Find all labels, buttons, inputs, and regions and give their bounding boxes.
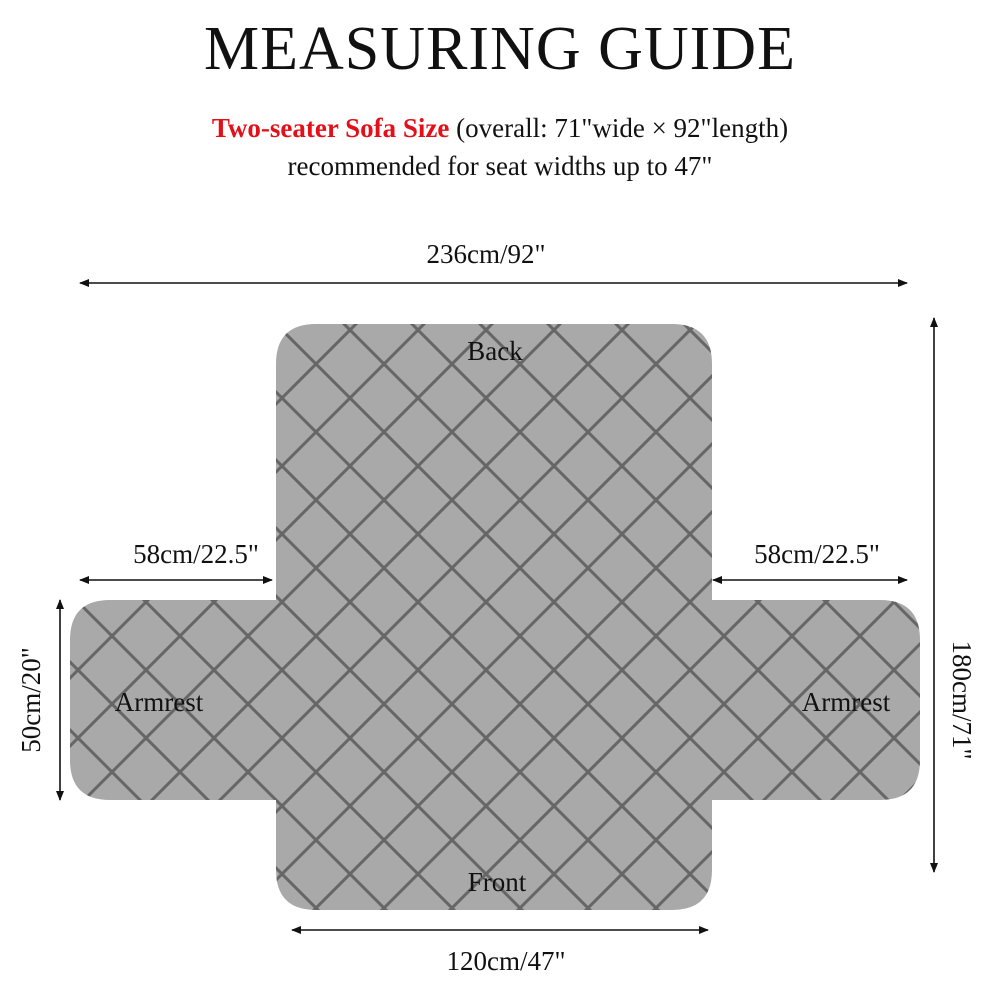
width-label: 180cm/71" (947, 640, 977, 760)
armrest-right-label: Armrest (801, 687, 891, 717)
armrest-left-length-label: 58cm/22.5" (133, 539, 259, 569)
recommendation-text: recommended for seat widths up to 47" (287, 151, 713, 181)
quilt-line (0, 0, 136, 1000)
quilt-line (0, 0, 204, 1000)
page-title: MEASURING GUIDE (204, 15, 796, 83)
size-highlight: Two-seater Sofa Size (211, 113, 450, 143)
seat-width-label: 120cm/47" (446, 946, 566, 976)
armrest-width-label: 50cm/20" (16, 647, 46, 753)
length-label: 236cm/92" (426, 239, 546, 269)
quilt-line (972, 0, 1000, 1000)
back-label: Back (467, 336, 523, 366)
quilt-line (0, 0, 68, 1000)
armrest-left-label: Armrest (114, 687, 204, 717)
front-label: Front (467, 867, 527, 897)
overall-dimensions: (overall: 71"wide × 92"length) (449, 113, 789, 143)
quilt-line (0, 0, 272, 1000)
quilt-line (776, 0, 1000, 1000)
quilt-line (768, 0, 1000, 1000)
armrest-right-length-label: 58cm/22.5" (754, 539, 880, 569)
quilt-line (836, 0, 1000, 1000)
quilt-line (904, 0, 1000, 1000)
quilt-line (700, 0, 1000, 1000)
quilt-line (708, 0, 1000, 1000)
